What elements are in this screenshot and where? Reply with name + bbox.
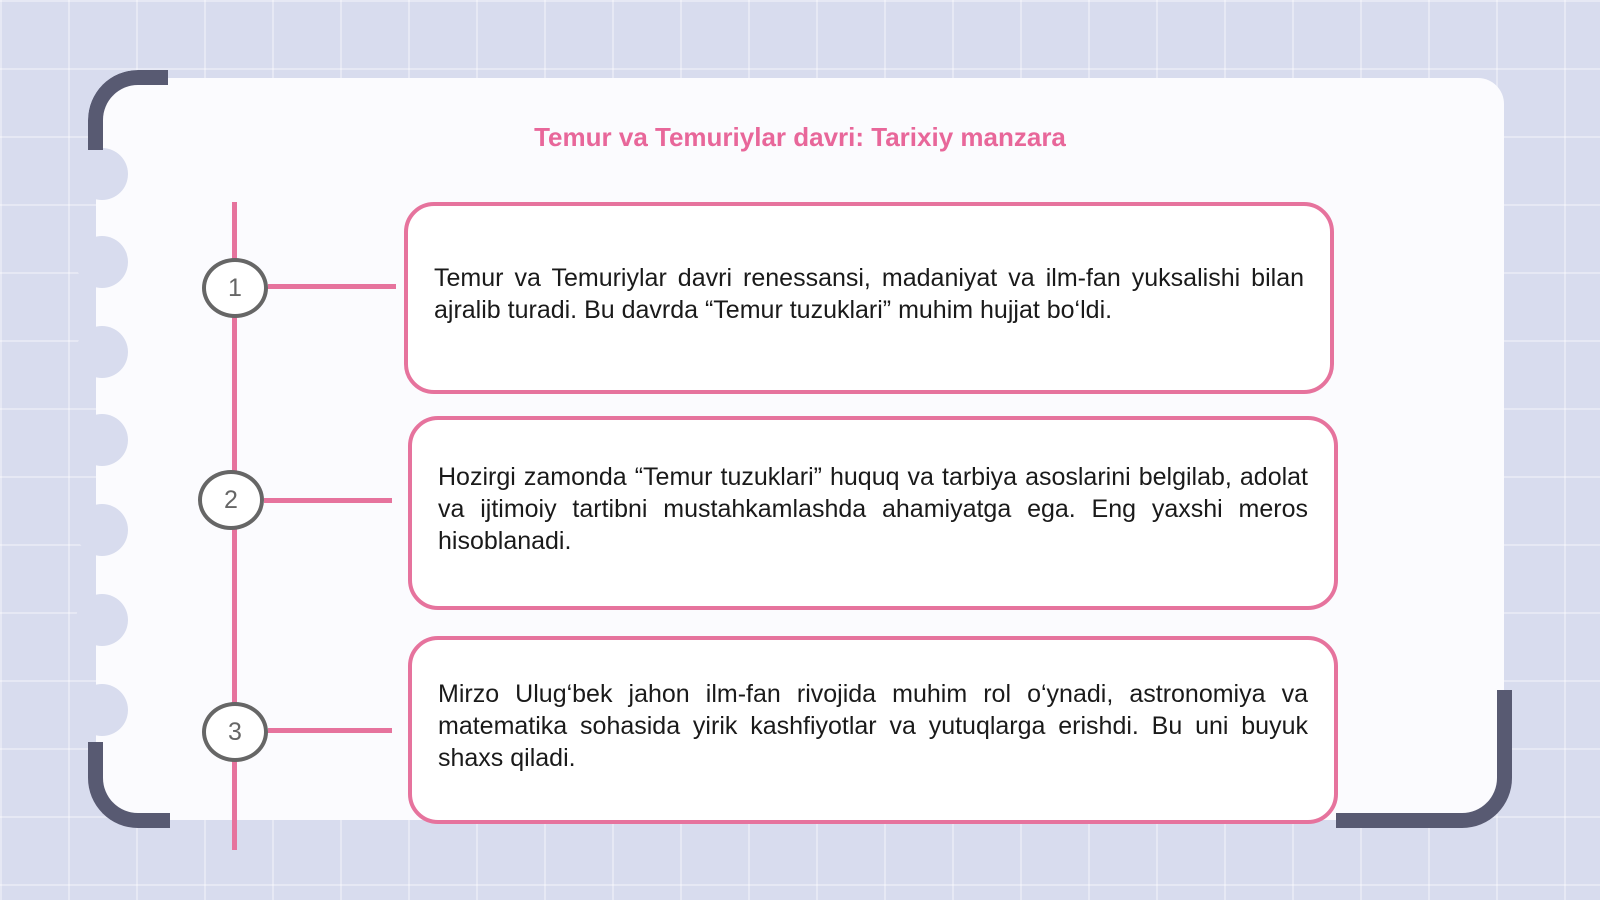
timeline-card-text: Hozirgi zamonda “Temur tuzuklari” huquq va tarbiya asoslarini belgilab, adolat va ijtimoiy tartibni mustahkamlashda ahamiyatga ega. Eng yaxshi meros hisoblanadi.: [438, 463, 1308, 555]
page-edge-scallop: [76, 414, 128, 466]
timeline-connector: [264, 498, 392, 503]
timeline-node-2: 2: [198, 470, 264, 530]
page-edge-scallop: [76, 684, 128, 736]
timeline-card-2: [408, 416, 1338, 610]
slide-title: Temur va Temuriylar davri: Tarixiy manzara: [534, 122, 1066, 152]
timeline-card-text: Temur va Temuriylar davri renessansi, madaniyat va ilm-fan yuksalishi bilan ajralib turadi. Bu davrda “Temur tuzuklari” muhim hujjat bo‘ldi.: [434, 264, 1304, 324]
page-edge-scallop: [76, 504, 128, 556]
timeline-connector: [268, 728, 392, 733]
timeline-card-text: Mirzo Ulug‘bek jahon ilm-fan rivojida muhim rol o‘ynadi, astronomiya va matematika sohasida yirik kashfiyotlar va yutuqlarga erishdi. Bu uni buyuk shaxs qiladi.: [438, 680, 1308, 772]
timeline-node-1: 1: [202, 258, 268, 318]
page-edge-scallop: [76, 236, 128, 288]
page-edge-scallop: [76, 326, 128, 378]
timeline-connector: [268, 284, 396, 289]
page-edge-scallop: [76, 148, 128, 200]
timeline-card-3: [408, 636, 1338, 824]
page-edge-scallop: [76, 594, 128, 646]
timeline-card-1: [404, 202, 1334, 394]
timeline-node-3: 3: [202, 702, 268, 762]
